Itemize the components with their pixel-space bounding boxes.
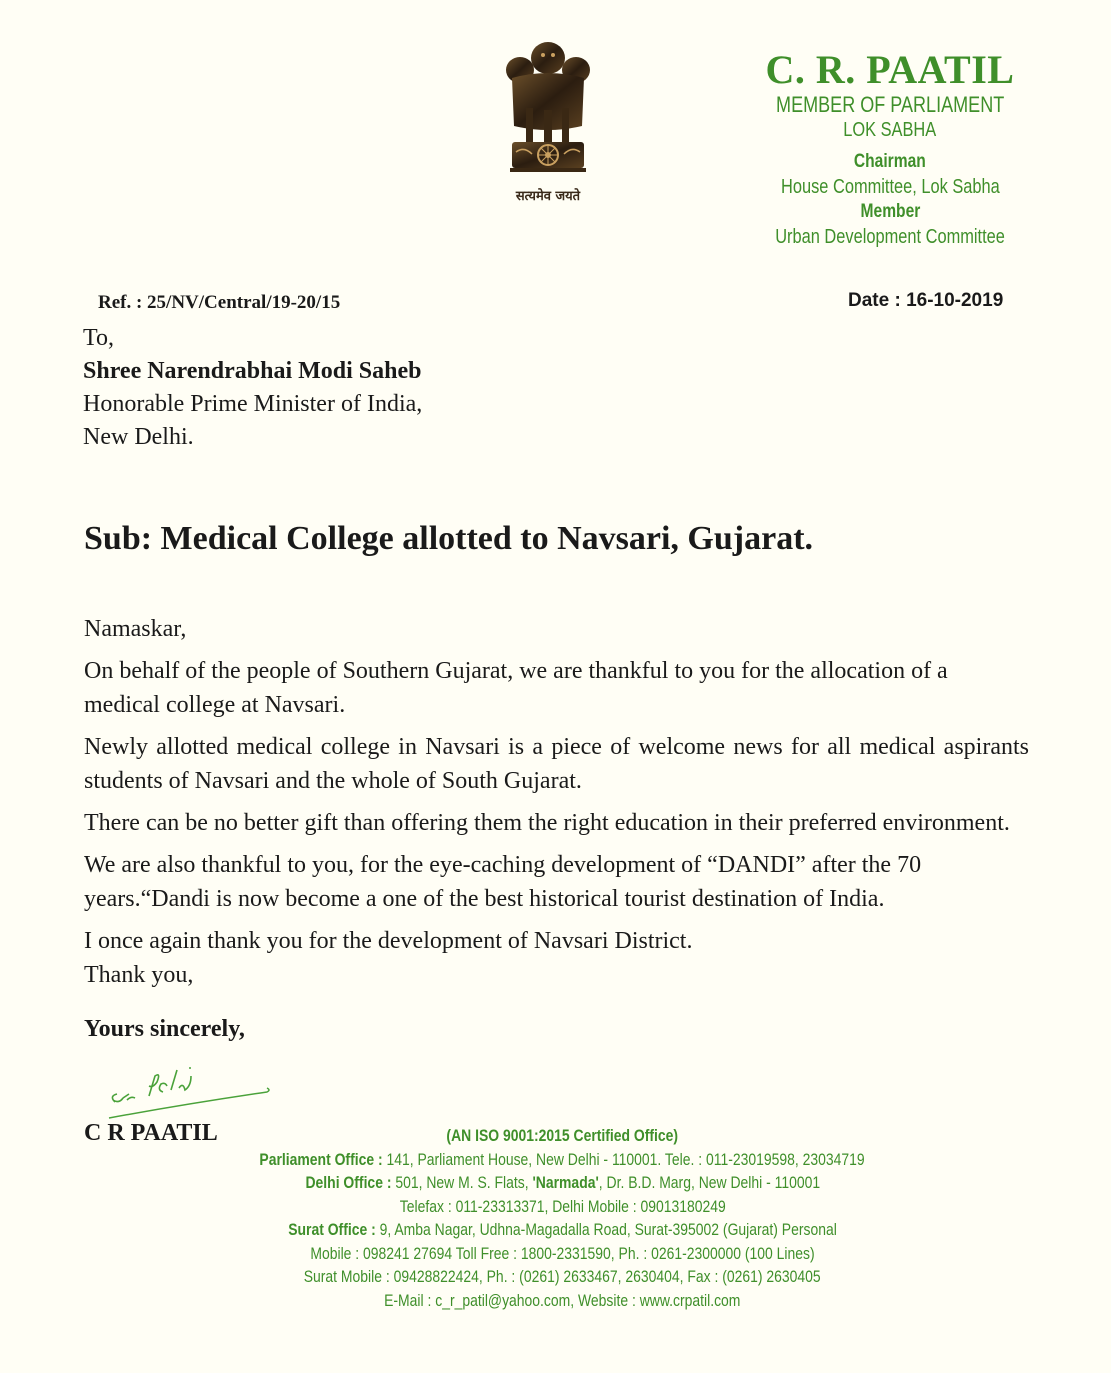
body-paragraph: We are also thankful to you, for the eye-caching development of “DANDI” after the 70 years.“Dandi is now become a one of the best historical tourist destination of India. bbox=[84, 852, 922, 912]
salutation-to: To, bbox=[83, 325, 114, 351]
body-paragraph: I once again thank you for the development of Navsari District. bbox=[84, 928, 693, 954]
signatory-name: C R PAATIL bbox=[84, 1120, 218, 1146]
letterhead bbox=[740, 47, 1040, 250]
body-paragraph: On behalf of the people of Southern Gujarat, we are thankful to you for the allocation of a medical college at Navsari. bbox=[84, 658, 948, 718]
letterhead-house: LOK SABHA bbox=[843, 119, 937, 141]
delhi-office-label: Delhi Office : bbox=[305, 1173, 392, 1192]
delhi-office-value-rest: , Dr. B.D. Marg, New Delhi - 110001 bbox=[598, 1173, 820, 1192]
greeting: Namaskar, bbox=[84, 616, 187, 642]
letterhead-name: C. R. PAATIL bbox=[765, 47, 1015, 92]
contact-info: E-Mail : c_r_patil@yahoo.com, Website : www.crpatil.com bbox=[384, 1290, 741, 1310]
letterhead-role1-label: Chairman bbox=[854, 151, 926, 172]
letter-body bbox=[84, 612, 1029, 992]
letterhead-footer bbox=[190, 1124, 935, 1312]
recipient-name: Shree Narendrabhai Modi Saheb bbox=[83, 358, 422, 384]
letterhead-title: MEMBER OF PARLIAMENT bbox=[775, 92, 1005, 117]
surat-mobile-2: Surat Mobile : 09428822424, Ph. : (0261) 2633467, 2630404, Fax : (0261) 2630405 bbox=[304, 1267, 821, 1286]
surat-office-label: Surat Office : bbox=[288, 1220, 376, 1239]
thanks: Thank you, bbox=[84, 962, 194, 988]
recipient-place: New Delhi. bbox=[83, 424, 194, 450]
letterhead-role1-value: House Committee, Lok Sabha bbox=[780, 176, 1000, 198]
national-emblem-icon bbox=[498, 38, 598, 188]
parliament-office-value: 141, Parliament House, New Delhi - 110001. Tele. : 011-23019598, 23034719 bbox=[386, 1149, 866, 1169]
body-paragraph: There can be no better gift than offering them the right education in their preferred environment. bbox=[84, 810, 1010, 836]
letterhead-role2-label: Member bbox=[860, 201, 920, 222]
delhi-telefax: Telefax : 011-23313371, Delhi Mobile : 09013180249 bbox=[399, 1196, 726, 1216]
recipient-designation: Honorable Prime Minister of India, bbox=[83, 391, 423, 417]
delhi-office-value: 501, New M. S. Flats, bbox=[395, 1173, 533, 1192]
letter-date: Date : 16-10-2019 bbox=[848, 290, 1004, 311]
delhi-office-building: 'Narmada' bbox=[532, 1173, 599, 1192]
iso-certification: (AN ISO 9001:2015 Certified Office) bbox=[446, 1126, 679, 1145]
subject-line: Sub: Medical College allotted to Navsari, Gujarat. bbox=[84, 520, 814, 557]
surat-mobile: Mobile : 098241 27694 Toll Free : 1800-2331590, Ph. : 0261-2300000 (100 Lines) bbox=[310, 1243, 815, 1263]
emblem-motto: सत्यमेव जयते bbox=[515, 189, 581, 204]
closing-yours: Yours sincerely, bbox=[84, 1016, 245, 1042]
surat-office-value: 9, Amba Nagar, Udhna-Magadalla Road, Surat-395002 (Gujarat) Personal bbox=[379, 1220, 837, 1239]
reference-number: Ref. : 25/NV/Central/19-20/15 bbox=[98, 292, 341, 313]
letterhead-role2-value: Urban Development Committee bbox=[775, 226, 1005, 248]
parliament-office-label: Parliament Office : bbox=[259, 1149, 384, 1169]
recipient-block bbox=[83, 322, 422, 454]
body-paragraph: Newly allotted medical college in Navsari is a piece of welcome news for all medical aspirants students of Navsari and the whole of South Gujarat. bbox=[84, 734, 1029, 794]
handwritten-signature bbox=[105, 1060, 275, 1120]
